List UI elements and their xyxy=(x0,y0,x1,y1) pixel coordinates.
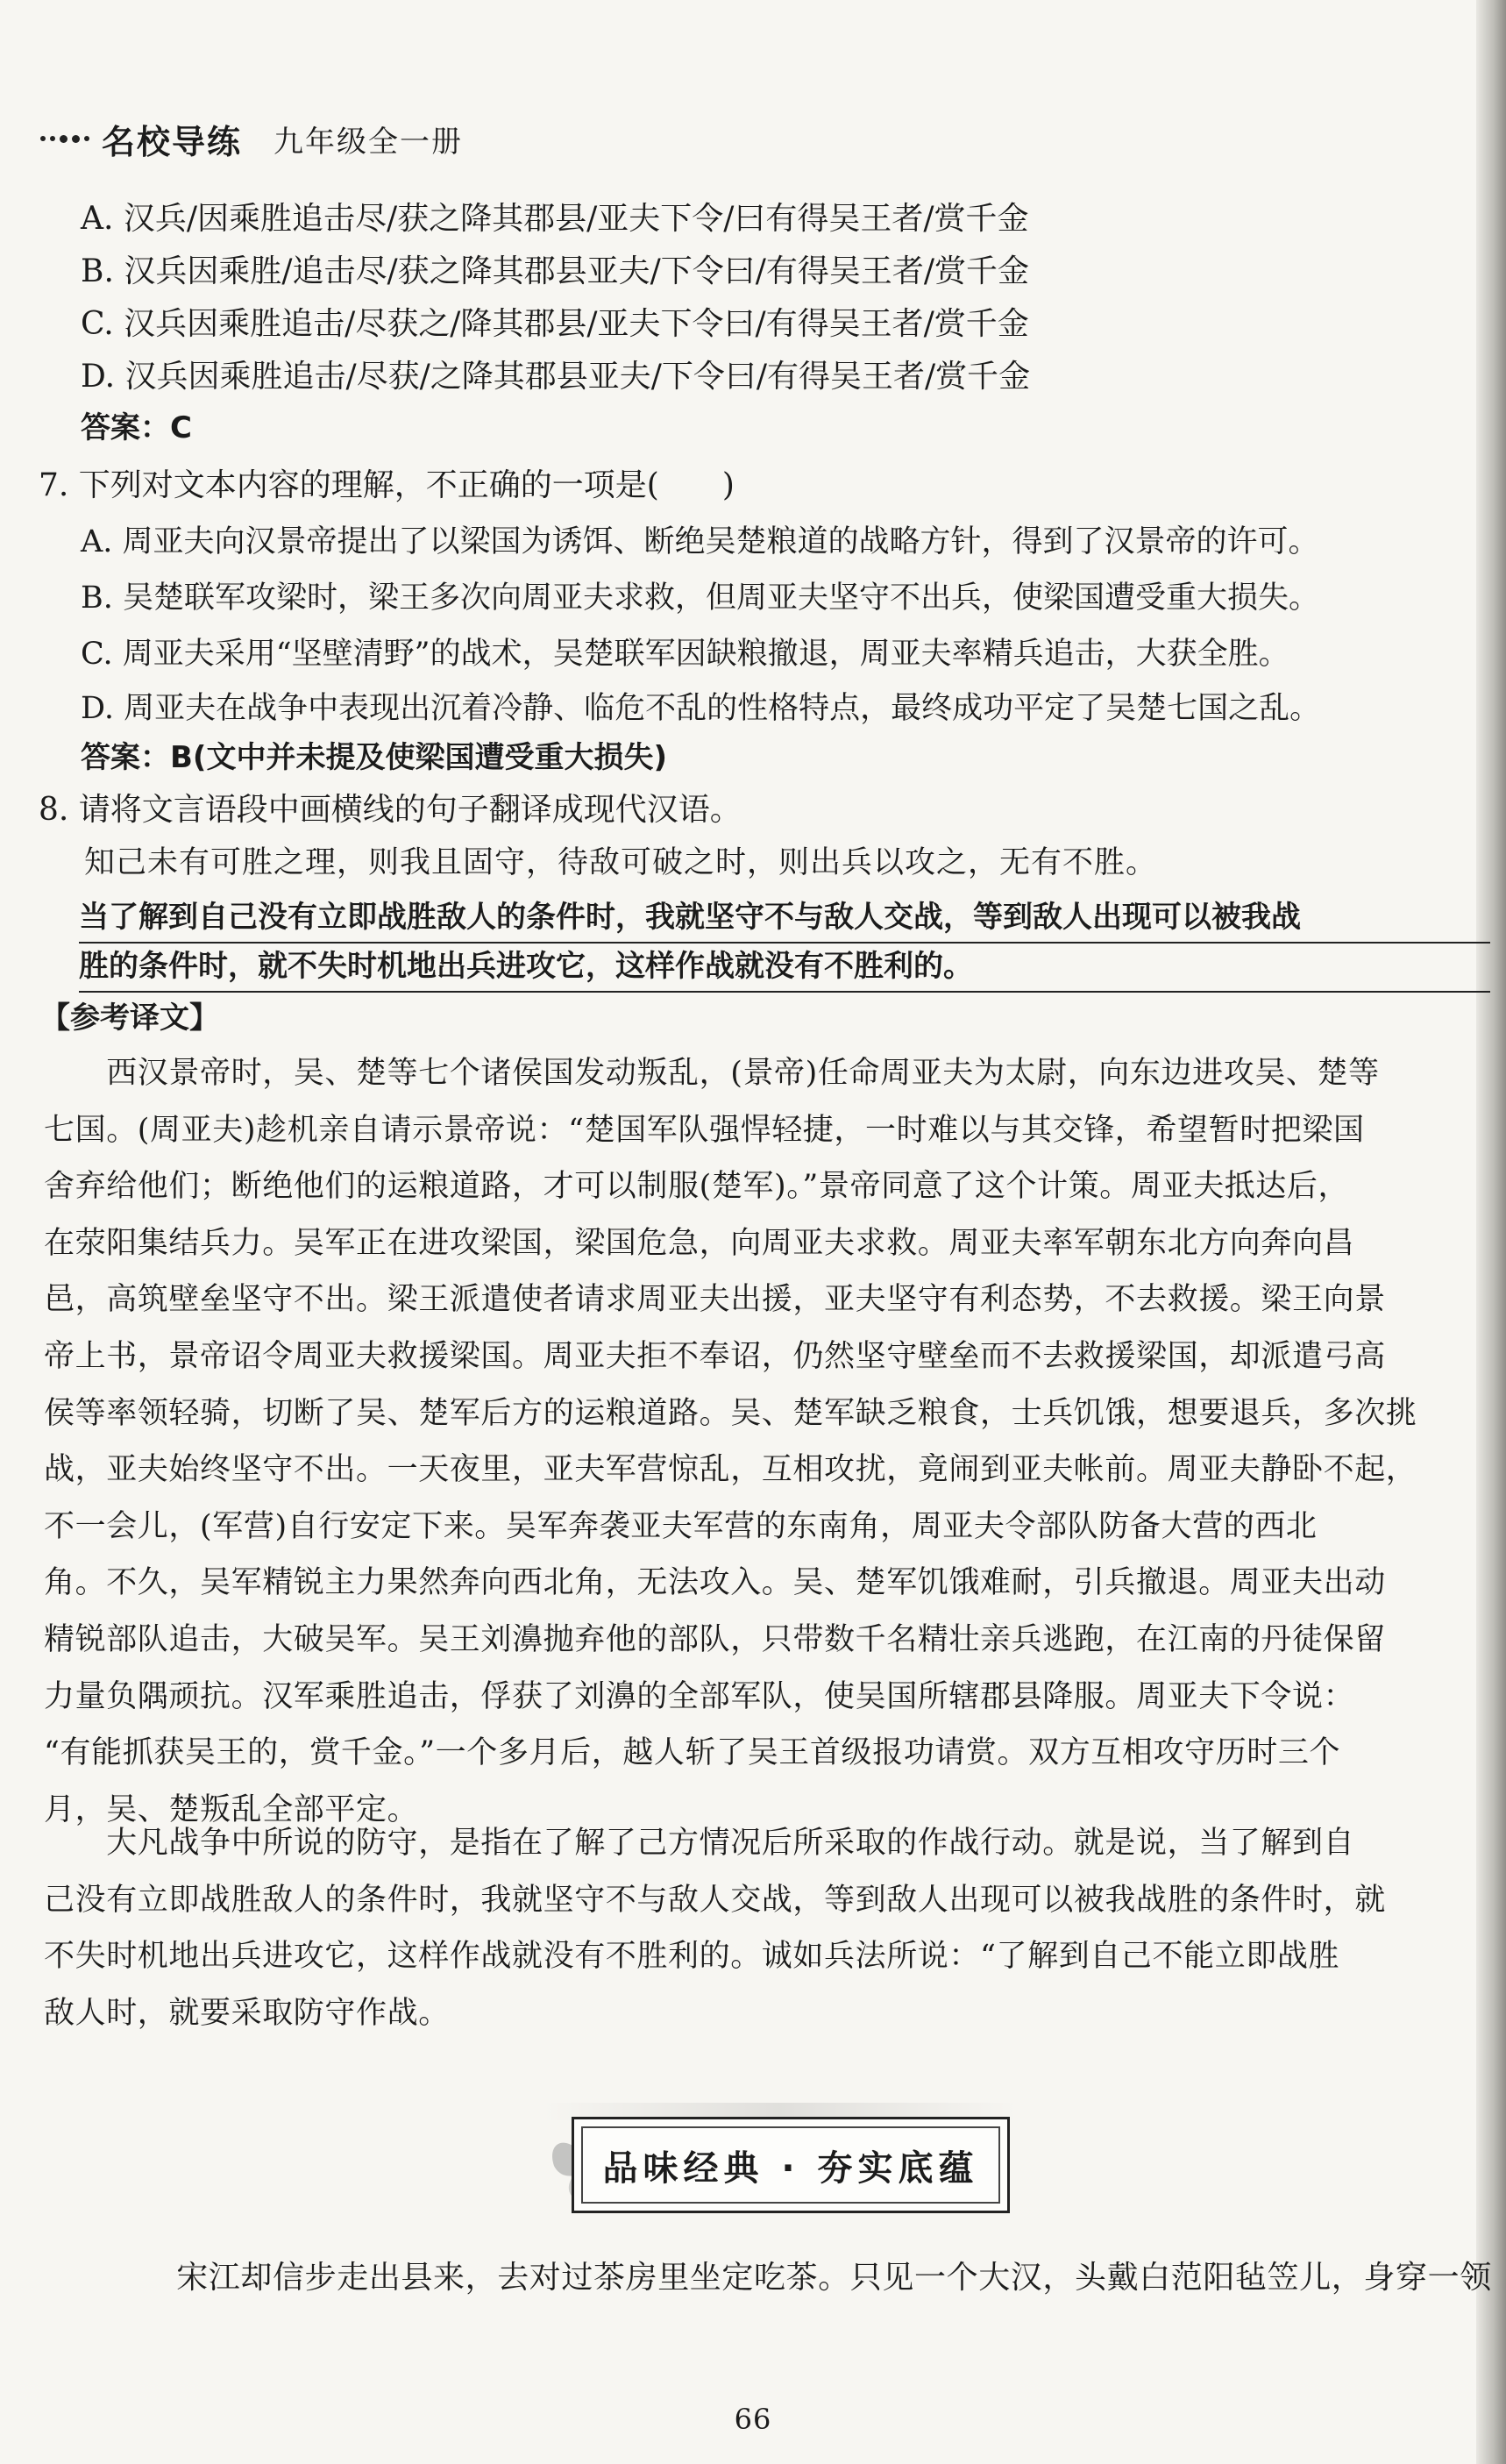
reference-p1-line: 月，吴、楚叛乱全部平定。 xyxy=(44,1791,419,1827)
q6-option-a: A. 汉兵/因乘胜追击尽/获之降其郡县/亚夫下令/曰有得吴王者/赏千金 xyxy=(81,201,1029,237)
page-number: 66 xyxy=(734,2403,772,2436)
reference-p1-line: 七国。(周亚夫)趁机亲自请示景帝说：“楚国军队强悍轻捷，一时难以与其交锋，希望暂时把梁国 xyxy=(44,1112,1365,1148)
q7-answer: 答案：B(文中并未提及使梁国遭受重大损失) xyxy=(81,740,667,775)
q8-translation-line-1: 当了解到自己没有立即战胜敌人的条件时，我就坚守不与敌人交战，等到敌人出现可以被我战 xyxy=(79,900,1301,935)
q8-classical-sentence: 知己未有可胜之理，则我且固守，待敌可破之时，则出兵以攻之，无有不胜。 xyxy=(84,845,1158,880)
q7-option-c: C. 周亚夫采用“坚壁清野”的战术，吴楚联军因缺粮撤退，周亚夫率精兵追击，大获全胜。 xyxy=(81,637,1289,672)
section-title: 品味经典 · 夯实底蕴 xyxy=(581,2126,1000,2204)
reference-p1-line: 力量负隅顽抗。汉军乘胜追击，俘获了刘濞的全部军队，使吴国所辖郡县降服。周亚夫下令说： xyxy=(44,1678,1355,1714)
q7-option-b: B. 吴楚联军攻梁时，梁王多次向周亚夫求救，但周亚夫坚守不出兵，使梁国遭受重大损失。 xyxy=(81,580,1319,616)
reference-p2-line: 不失时机地出兵进攻它，这样作战就没有不胜利的。诚如兵法所说：“了解到自己不能立即战胜 xyxy=(44,1939,1340,1975)
reference-p1-line: 舍弃给他们；断绝他们的运粮道路，才可以制服(楚军)。”景帝同意了这个计策。周亚夫抵达后， xyxy=(44,1169,1350,1205)
q6-option-b: B. 汉兵因乘胜/追击尽/获之降其郡县亚夫/下令曰/有得吴王者/赏千金 xyxy=(81,253,1029,289)
reference-p1-line: 邑，高筑壁垒坚守不出。梁王派遣使者请求周亚夫出援，亚夫坚守有利态势，不去救援。梁王向景 xyxy=(44,1282,1386,1318)
q7-option-a: A. 周亚夫向汉景帝提出了以梁国为诱饵、断绝吴楚粮道的战略方针，得到了汉景帝的许可。 xyxy=(81,524,1319,559)
q8-stem: 8. 请将文言语段中画横线的句子翻译成现代汉语。 xyxy=(39,792,742,828)
q7-stem: 7. 下列对文本内容的理解，不正确的一项是( ) xyxy=(39,467,735,503)
reference-p2-line: 己没有立即战胜敌人的条件时，我就坚守不与敌人交战，等到敌人出现可以被我战胜的条件时，就 xyxy=(44,1882,1386,1918)
reference-p1-line: 西汉景帝时，吴、楚等七个诸侯国发动叛乱，(景帝)任命周亚夫为太尉，向东边进攻吴、楚等 xyxy=(44,1056,1380,1091)
page-header xyxy=(40,112,463,165)
q6-answer: 答案：C xyxy=(81,410,192,445)
page-binding-edge xyxy=(1476,0,1506,2464)
reference-p1-line: 帝上书，景帝诏令周亚夫救援梁国。周亚夫拒不奉诏，仍然坚守壁垒而不去救援梁国，却派遣弓高 xyxy=(44,1338,1386,1374)
q6-option-c: C. 汉兵因乘胜追击/尽获之/降其郡县/亚夫下令曰/有得吴王者/赏千金 xyxy=(81,306,1029,342)
reference-p1-line: 精锐部队追击，大破吴军。吴王刘濞抛弃他的部队，只带数千名精壮亲兵逃跑，在江南的丹徒保留 xyxy=(44,1621,1386,1657)
reference-p1-line: 战，亚夫始终坚守不出。一天夜里，亚夫军营惊乱，互相攻扰，竟闹到亚夫帐前。周亚夫静卧不起， xyxy=(44,1452,1417,1488)
q8-translation-underline-2 xyxy=(79,991,1490,993)
reference-paragraph-1 xyxy=(44,1045,1417,1838)
section-banner-frame xyxy=(572,2117,1010,2213)
reference-p1-line: 不一会儿，(军营)自行安定下来。吴军奔袭亚夫军营的东南角，周亚夫令部队防备大营的西北 xyxy=(44,1508,1318,1544)
next-passage-line: 宋江却信步走出县来，去对过茶房里坐定吃茶。只见一个大汉，头戴白范阳毡笠儿，身穿一领 xyxy=(112,2260,1492,2296)
reference-p1-line: 在荥阳集结兵力。吴军正在进攻梁国，梁国危急，向周亚夫求救。周亚夫率军朝东北方向奔向昌 xyxy=(44,1225,1355,1261)
header-dots-icon xyxy=(40,135,89,143)
q6-option-d: D. 汉兵因乘胜追击/尽获/之降其郡县亚夫/下令曰/有得吴王者/赏千金 xyxy=(81,359,1031,395)
header-brand: 名校导练 xyxy=(102,122,243,161)
reference-title: 【参考译文】 xyxy=(40,1001,219,1036)
reference-p2-line: 敌人时，就要采取防守作战。 xyxy=(44,1995,450,2031)
header-grade: 九年级全一册 xyxy=(273,124,464,160)
reference-p2-line: 大凡战争中所说的防守，是指在了解了己方情况后所采取的作战行动。就是说，当了解到自 xyxy=(44,1826,1355,1861)
reference-p1-line: “有能抓获吴王的，赏千金。”一个多月后，越人斩了吴王首级报功请赏。双方互相攻守历时三个 xyxy=(44,1735,1341,1771)
section-banner xyxy=(536,2113,1019,2227)
reference-paragraph-2 xyxy=(44,1815,1386,2041)
q7-option-d: D. 周亚夫在战争中表现出沉着冷静、临危不乱的性格特点，最终成功平定了吴楚七国之乱。 xyxy=(81,691,1321,726)
reference-p1-line: 侯等率领轻骑，切断了吴、楚军后方的运粮道路。吴、楚军缺乏粮食，士兵饥饿，想要退兵，多次挑 xyxy=(44,1395,1417,1431)
q8-translation-line-2: 胜的条件时，就不失时机地出兵进攻它，这样作战就没有不胜利的。 xyxy=(79,949,973,984)
reference-p1-line: 角。不久，吴军精锐主力果然奔向西北角，无法攻入。吴、楚军饥饿难耐，引兵撤退。周亚夫出动 xyxy=(44,1565,1386,1601)
